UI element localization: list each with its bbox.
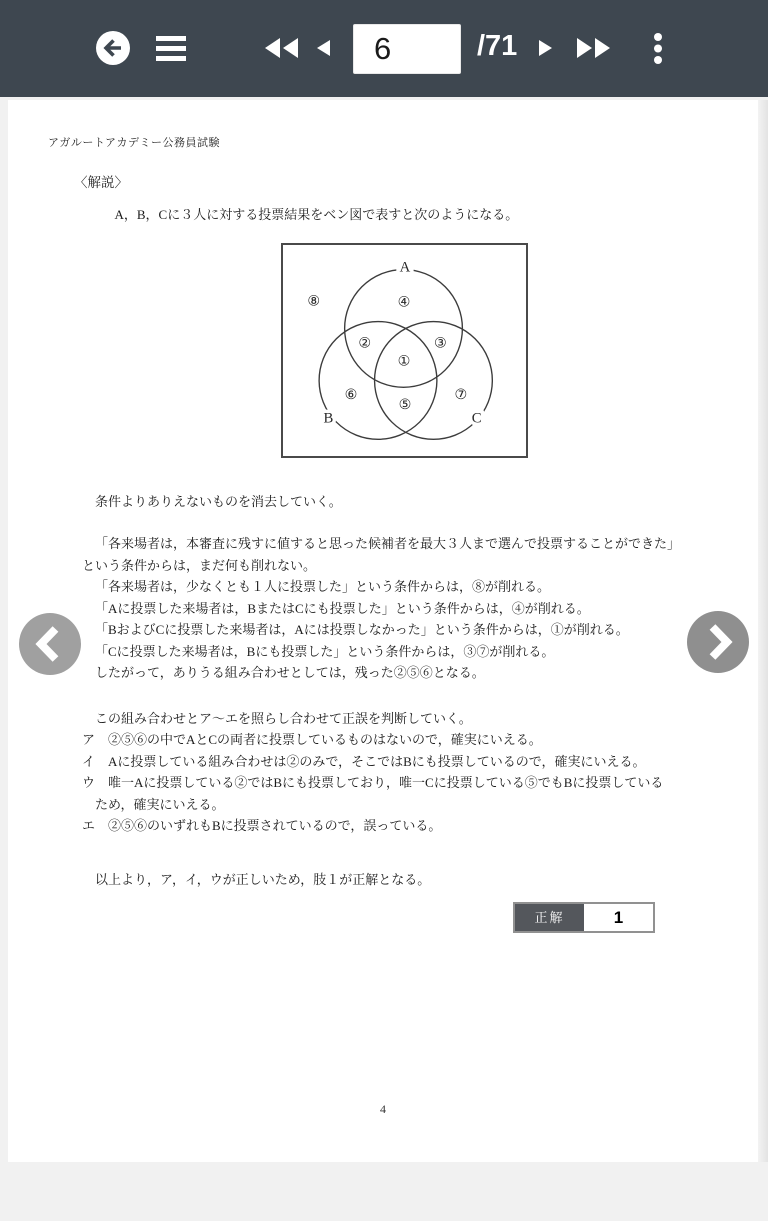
- choice-item-a: ア ②⑤⑥の中でAとCの両者に投票しているものはないので，確実にいえる。: [82, 732, 542, 747]
- more-options-button[interactable]: [653, 33, 663, 64]
- paragraph-condition4: 「BおよびCに投票した来場者は，Aには投票しなかった」という条件からは，①が削れる。: [95, 622, 629, 637]
- venn-label-b: B: [323, 410, 334, 427]
- venn-circle-b: [319, 321, 437, 439]
- double-triangle-left-icon: [265, 46, 298, 61]
- venn-region-a-only: ④: [397, 293, 411, 310]
- next-page-button[interactable]: [539, 40, 552, 56]
- venn-region-bc: ⑤: [398, 396, 412, 413]
- menu-button[interactable]: [156, 36, 186, 61]
- triangle-right-icon: [539, 44, 552, 59]
- answer-badge-label: 正解: [515, 904, 584, 931]
- venn-region-center: ①: [397, 353, 411, 370]
- venn-region-ac: ③: [433, 335, 447, 352]
- hamburger-icon: [156, 36, 186, 61]
- paragraph-condition1: 「各来場者は，本審査に残すに値すると思った候補者を最大３人まで選んで投票することができた」という条件からは，まだ何も削れない。: [82, 536, 674, 573]
- next-page-overlay-button[interactable]: [687, 611, 749, 673]
- last-page-button[interactable]: [577, 38, 610, 58]
- venn-diagram-figure: [281, 243, 528, 458]
- answer-badge-value: 1: [584, 904, 653, 931]
- paragraph-eliminate: 条件よりありえないものを消去していく。: [95, 493, 342, 509]
- paragraph-conclusion: 以上より，ア，イ，ウが正しいため，肢１が正解となる。: [95, 871, 431, 887]
- venn-region-c-only: ⑦: [454, 386, 468, 403]
- chevron-right-icon: [687, 661, 749, 676]
- kebab-icon: [653, 52, 663, 67]
- answer-badge: [513, 902, 655, 933]
- paragraph-condition2: 「各来場者は，少なくとも１人に投票した」という条件からは，⑧が削れる。: [95, 579, 551, 594]
- intro-sentence: A，B，Cに３人に対する投票結果をベン図で表すと次のようになる。: [114, 207, 519, 222]
- document-body: [82, 204, 674, 933]
- document-header: アガルートアカデミー公務員試験: [48, 137, 220, 149]
- venn-region-outside: ⑧: [307, 292, 321, 309]
- triangle-left-icon: [317, 44, 330, 59]
- scrollbar-track[interactable]: [758, 100, 768, 1162]
- prev-page-overlay-button[interactable]: [19, 613, 81, 675]
- chevron-left-icon: [19, 663, 81, 678]
- pdf-page: [8, 100, 758, 1162]
- page-number-footer: 4: [380, 1102, 386, 1116]
- answer-row: [82, 902, 655, 933]
- paragraph-condition3: 「Aに投票した来場者は，BまたはCにも投票した」という条件からは，④が削れる。: [95, 600, 590, 616]
- choice-item-u: ウ 唯一Aに投票している②ではBにも投票しており，唯一Cに投票している⑤でもBに投票しているため，確実にいえる。: [82, 775, 664, 812]
- double-triangle-right-icon: [577, 46, 610, 61]
- first-page-button[interactable]: [265, 38, 298, 58]
- back-button[interactable]: [95, 30, 131, 66]
- paragraph-condition5: 「Cに投票した来場者は，Bにも投票した」という条件からは，③⑦が削れる。: [95, 643, 555, 659]
- venn-label-c: C: [471, 410, 482, 427]
- section-title: 〈解説〉: [74, 175, 128, 190]
- paragraph-check: この組み合わせとア～エを照らし合わせて正誤を判断していく。: [95, 710, 472, 726]
- choice-item-e: エ ②⑤⑥のいずれもBに投票されているので，誤っている。: [82, 818, 442, 833]
- venn-label-a: A: [399, 258, 411, 275]
- pdf-viewer-toolbar: [0, 0, 768, 97]
- venn-region-ab: ②: [358, 335, 372, 352]
- choice-item-i: イ Aに投票している組み合わせは②のみで，そこではBにも投票しているので，確実にいえる。: [82, 753, 646, 769]
- arrow-back-circle-icon: [95, 54, 131, 69]
- prev-page-button[interactable]: [317, 40, 330, 56]
- total-pages-label: /71: [477, 30, 518, 62]
- venn-region-b-only: ⑥: [344, 386, 358, 403]
- page-number-input[interactable]: [353, 24, 461, 74]
- paragraph-therefore: したがって，ありうる組み合わせとしては，残った②⑤⑥となる。: [95, 665, 485, 680]
